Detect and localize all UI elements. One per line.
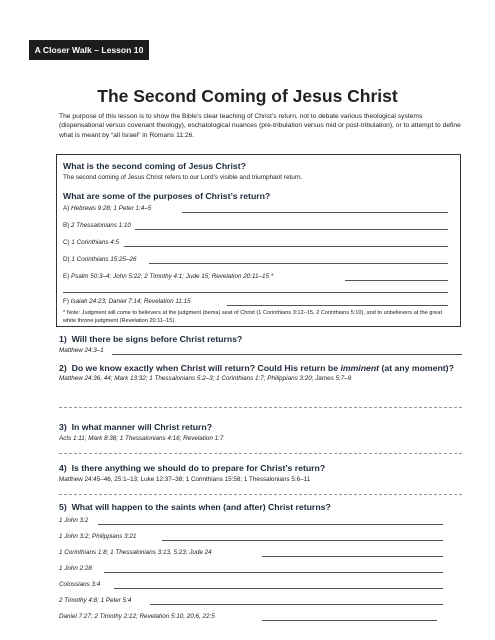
- scripture-refs: 1 John 2:28: [59, 565, 92, 572]
- question-text: Will there be signs before Christ returns?: [71, 334, 243, 344]
- purpose-item: [63, 222, 443, 229]
- purpose-ref: 1 Corinthians 15:25–26: [71, 256, 137, 263]
- answer-line[interactable]: [124, 246, 448, 247]
- purpose-item: [63, 298, 443, 305]
- purpose-ref: 1 Corinthians 4:5: [71, 239, 120, 246]
- scripture-refs: Acts 1:11; Mark 8:38; 1 Thessalonians 4:16; Revelation 1:7: [59, 435, 224, 442]
- question-emphasis: imminent: [340, 363, 380, 373]
- intro-paragraph: The purpose of this lesson is to show the Bible’s clear teaching of Christ’s return, not to debate various theological systems (dispensational versus covenant theology), eschatological nuances (pre-tribulation versus mid or post-tribulation), or to attempt to define what is meant by “all Israel” in Romans 11:26.: [59, 113, 461, 139]
- answer-line[interactable]: [149, 263, 448, 264]
- purpose-label: A): [63, 205, 70, 212]
- question-text: Do we know exactly when Christ will return? Could His return be: [71, 363, 341, 373]
- question-text-end: (at any moment)?: [379, 363, 454, 373]
- scripture-refs: Matthew 24:45–46, 25:1–13; Luke 12:37–38; 1 Corinthians 15:58; 1 Thessalonians 5:6–11: [59, 476, 311, 483]
- lesson-tag: A Closer Walk – Lesson 10: [29, 40, 149, 60]
- question-1: [59, 334, 465, 354]
- judgment-note: * Note: Judgment will come to believers at the judgment (bema) seat of Christ (1 Corinthians 3:12–15, 2 Corinthians 5:10), and to unbelievers at the great white throne judgment (Revelation 20:11–15).: [63, 310, 443, 324]
- question-number: 4): [59, 463, 67, 473]
- answer-line[interactable]: [98, 524, 443, 525]
- purpose-label: B): [63, 222, 70, 229]
- answer-line[interactable]: [162, 540, 443, 541]
- purpose-item: [63, 205, 443, 212]
- box-question-1: What is the second coming of Jesus Christ?: [63, 161, 246, 171]
- purpose-label: D): [63, 256, 70, 263]
- scripture-refs: Daniel 7:27; 2 Timothy 2:12; Revelation 5:10, 20:6, 22:5: [59, 613, 215, 620]
- purpose-label: F): [63, 298, 69, 305]
- question-text: What will happen to the saints when (and after) Christ returns?: [71, 502, 331, 512]
- question-text: Is there anything we should do to prepare for Christ’s return?: [71, 463, 326, 473]
- question-number: 3): [59, 422, 67, 432]
- scripture-refs: Colossians 3:4: [59, 581, 101, 588]
- page-title: The Second Coming of Jesus Christ: [97, 86, 398, 106]
- answer-line[interactable]: [112, 354, 462, 355]
- purpose-label: E): [63, 273, 70, 280]
- question-number: 5): [59, 502, 67, 512]
- scripture-refs: 1 Corinthians 1:8; 1 Thessalonians 3:13, 5:23; Jude 24: [59, 549, 212, 556]
- scripture-refs: Matthew 24:36, 44; Mark 13:32; 1 Thessalonians 5:2–3; 1 Corinthians 1:7; Philippians 3:20; James 5:7–9: [59, 375, 352, 382]
- answer-line[interactable]: [345, 280, 448, 281]
- answer-line[interactable]: [262, 556, 443, 557]
- answer-line[interactable]: [63, 292, 448, 293]
- answer-line[interactable]: [182, 212, 448, 213]
- answer-line[interactable]: [227, 305, 448, 306]
- purpose-label: C): [63, 239, 70, 246]
- question-5: [59, 502, 465, 512]
- question-number: 1): [59, 334, 67, 344]
- purpose-item: [63, 256, 443, 263]
- scripture-refs: 1 John 3:2; Philippians 3:21: [59, 533, 137, 540]
- box-question-2: What are some of the purposes of Christ’s return?: [63, 191, 271, 201]
- purpose-item: [63, 273, 443, 280]
- answer-line[interactable]: [262, 620, 437, 621]
- scripture-refs: Matthew 24:3–1: [59, 347, 104, 354]
- question-2: [59, 362, 465, 382]
- question-text: In what manner will Christ return?: [71, 422, 213, 432]
- purpose-ref: Psalm 50:3–4; John 5:22; 2 Timothy 4:1; Jude 15; Revelation 20:11–15 *: [71, 273, 274, 280]
- question-3: [59, 422, 465, 442]
- purpose-ref: Isaiah 24:23; Daniel 7:14; Revelation 11:15: [70, 298, 191, 305]
- answer-line[interactable]: [135, 229, 448, 230]
- box-answer-1: The second coming of Jesus Christ refers to our Lord’s visible and triumphant return.: [63, 174, 303, 181]
- question-4: [59, 463, 465, 483]
- purposes-box: [56, 154, 461, 327]
- answer-line[interactable]: [104, 572, 443, 573]
- answer-line[interactable]: [59, 494, 462, 495]
- scripture-refs: 1 John 3:2: [59, 517, 89, 524]
- purpose-ref: 2 Thessalonians 1:10: [71, 222, 131, 229]
- purpose-item: [63, 239, 443, 246]
- purpose-ref: Hebrews 9:28; 1 Peter 1:4–5: [71, 205, 152, 212]
- question-number: 2): [59, 363, 67, 373]
- answer-line[interactable]: [59, 407, 462, 408]
- answer-line[interactable]: [150, 604, 443, 605]
- scripture-refs: 2 Timothy 4:8; 1 Peter 5:4: [59, 597, 132, 604]
- answer-line[interactable]: [59, 453, 462, 454]
- answer-line[interactable]: [114, 588, 443, 589]
